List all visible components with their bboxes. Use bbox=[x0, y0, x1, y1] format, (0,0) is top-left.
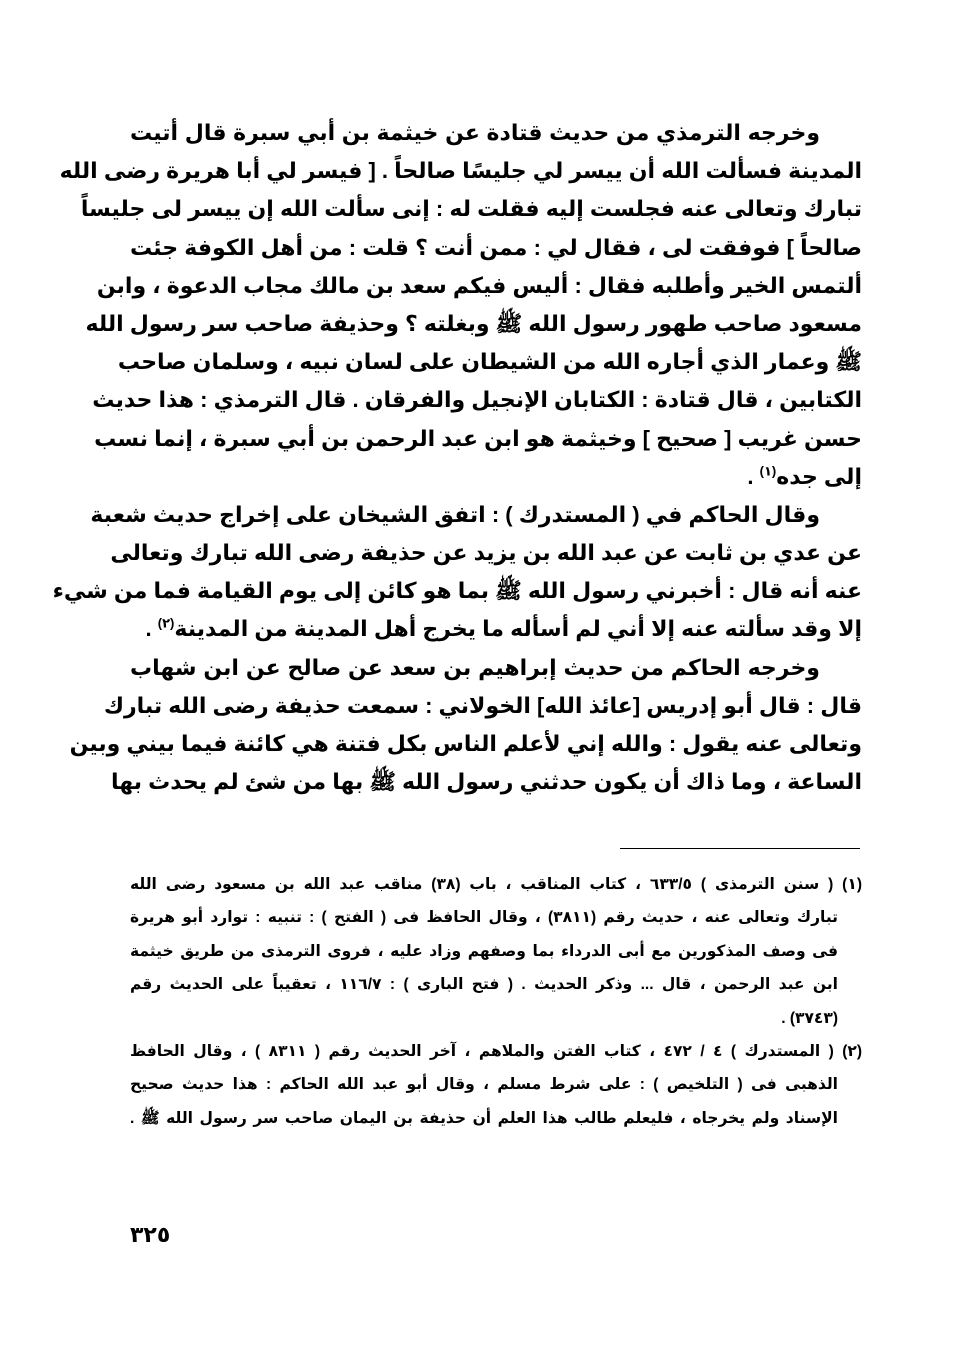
footnote-line: (١) ( سنن الترمذى ) ٦٣٣/٥ ، كتاب المناقب ، باب (٣٨) مناقب عبد الله بن مسعود رضى الله bbox=[130, 876, 862, 893]
footnote-separator bbox=[620, 848, 860, 849]
line-text: تبارك وتعالى عنه فجلست إليه فقلت له : إنى سألت الله إن ييسر لى جليساً bbox=[80, 196, 862, 222]
footnote-line: (٣٧٤٣) . bbox=[781, 1009, 838, 1027]
line-text: وقال الحاكم في ( المستدرك ) : اتفق الشيخان على إخراج حديث شعبة bbox=[90, 501, 820, 527]
text-line bbox=[103, 687, 862, 725]
line-text: إلى جده bbox=[776, 463, 862, 489]
line-text: إلا وقد سألته عنه إلا أني لم أسأله ما يخرج أهل المدينة من المدينة bbox=[174, 616, 862, 642]
footnote-ref[interactable]: (٢) bbox=[157, 616, 175, 632]
text-line bbox=[110, 534, 862, 572]
footnote-line: ابن عبد الرحمن ، قال ... وذكر الحديث . ( فتح البارى ) : ١١٦/٧ ، تعقيباً على الحديث رقم bbox=[130, 976, 838, 994]
line-end: . bbox=[747, 463, 760, 489]
text-line bbox=[69, 725, 862, 763]
text-line bbox=[110, 763, 862, 801]
footnote-line: تبارك وتعالى عنه ، حديث رقم (٣٨١١) ، وقال الحافظ فى ( الفتح ) : تنبيه : توارد أبو هريرة bbox=[130, 909, 838, 927]
line-text: وتعالى عنه يقول : والله إني لأعلم الناس بكل فتنة هي كائنة فيما بيني وبين bbox=[69, 731, 862, 756]
footnote-line: الذهبى فى ( التلخيص ) : على شرط مسلم ، وقال أبو عبد الله الحاكم : هذا حديث صحيح bbox=[130, 1076, 838, 1094]
line-text: الكتابين ، قال قتادة : الكتابان الإنجيل والفرقان . قال الترمذي : هذا حديث bbox=[92, 387, 862, 413]
line-text: الساعة ، وما ذاك أن يكون حدثني رسول الله ﷺ بها من شئ لم يحدث بها bbox=[110, 769, 862, 795]
line-text: قال : قال أبو إدريس [عائذ الله] الخولاني : سمعت حذيفة رضى الله تبارك bbox=[103, 692, 862, 718]
text-line bbox=[85, 305, 862, 343]
line-text: ألتمس الخير وأطلبه فقال : أليس فيكم سعد بن مالك مجاب الدعوة ، وابن bbox=[96, 272, 862, 298]
line-text: وخرجه الترمذي من حديث قتادة عن خيثمة بن أبي سبرة قال أتيت bbox=[130, 120, 820, 145]
main-text bbox=[52, 114, 862, 801]
footnote-ref[interactable]: (١) bbox=[759, 463, 777, 479]
text-line bbox=[80, 190, 862, 228]
text-line bbox=[130, 649, 862, 687]
line-text: وخرجه الحاكم من حديث إبراهيم بن سعد عن صالح عن ابن شهاب bbox=[130, 654, 820, 680]
line-text: عن عدي بن ثابت عن عبد الله بن يزيد عن حذيفة رضى الله تبارك وتعالى bbox=[110, 540, 862, 566]
text-line bbox=[94, 420, 862, 458]
text-line bbox=[92, 381, 862, 419]
text-line bbox=[130, 458, 862, 496]
footnote-line: فى وصف المذكورين مع أبى الدرداء بما وصفهم وزاد عليه ، فروى الترمذى من طريق خيثمة bbox=[130, 942, 838, 960]
footnote-line: الإسناد ولم يخرجاه ، فليعلم طالب هذا العلم أن حذيفة بن اليمان صاحب سر رسول الله ﷺ . bbox=[130, 1109, 838, 1127]
line-text: ﷺ وعمار الذي أجاره الله من الشيطان على لسان نبيه ، وسلمان صاحب bbox=[117, 349, 862, 375]
text-line bbox=[90, 496, 862, 534]
line-text: مسعود صاحب طهور رسول الله ﷺ وبغلته ؟ وحذيفة صاحب سر رسول الله bbox=[85, 310, 862, 336]
line-text: صالحاً ] فوفقت لى ، فقال لي : ممن أنت ؟ قلت : من أهل الكوفة جئت bbox=[130, 234, 862, 260]
text-line bbox=[130, 229, 862, 267]
line-text: عنه أنه قال : أخبرني رسول الله ﷺ بما هو كائن إلى يوم القيامة فما من شيء bbox=[52, 578, 862, 604]
line-end: . bbox=[145, 616, 158, 642]
footnotes bbox=[130, 868, 862, 1135]
footnote-line: (٢) ( المستدرك ) ٤ / ٤٧٢ ، كتاب الفتن والملاهم ، آخر الحديث رقم ( ٨٣١١ ) ، وقال الحافظ bbox=[130, 1042, 862, 1060]
line-text: حسن غريب [ صحيح ] وخيثمة هو ابن عبد الرحمن بن أبي سبرة ، إنما نسب bbox=[94, 425, 862, 451]
text-line bbox=[96, 267, 862, 305]
line-text: المدينة فسألت الله أن ييسر لي جليسًا صالحاً . [ فيسر لي أبا هريرة رضى الله bbox=[59, 158, 862, 184]
text-line bbox=[130, 114, 862, 152]
page-number: ٣٢٥ bbox=[130, 1222, 171, 1247]
text-line bbox=[130, 610, 862, 648]
text-line bbox=[117, 343, 862, 381]
text-line bbox=[52, 572, 862, 610]
text-line bbox=[59, 152, 862, 190]
